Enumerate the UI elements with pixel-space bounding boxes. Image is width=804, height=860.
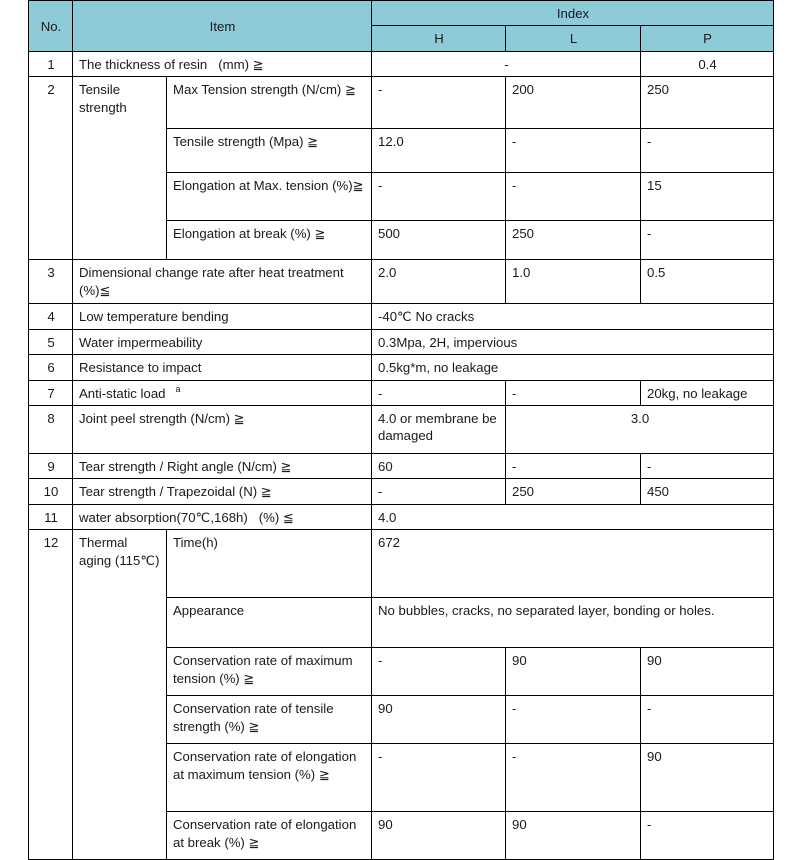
value-p: 0.4 [641, 51, 774, 76]
table-body [29, 51, 774, 859]
column-header-index: Index [372, 1, 774, 26]
value-p: - [641, 221, 774, 260]
row-item-label: The thickness of resin (mm) ≧ [73, 51, 372, 76]
value-p: 90 [641, 744, 774, 812]
value-h: 60 [372, 453, 506, 478]
row-subitem-label: Conservation rate of elongation at maximum tension (%) ≧ [167, 744, 372, 812]
row-number: 2 [29, 77, 73, 260]
value-h: - [372, 380, 506, 405]
value-p: 250 [641, 77, 774, 129]
column-header-item: Item [73, 1, 372, 52]
value-all-merged: 4.0 [372, 504, 774, 529]
value-h: - [372, 77, 506, 129]
value-h: 90 [372, 812, 506, 860]
value-p: 15 [641, 173, 774, 221]
table-row [29, 304, 774, 329]
table-row [29, 453, 774, 478]
row-item-label: Tear strength / Right angle (N/cm) ≧ [73, 453, 372, 478]
value-l: - [506, 380, 641, 405]
value-p: - [641, 696, 774, 744]
value-all-merged: 0.5kg*m, no leakage [372, 355, 774, 380]
column-header-h: H [372, 26, 506, 51]
table-row [29, 479, 774, 504]
value-all-merged: -40℃ No cracks [372, 304, 774, 329]
value-h: 12.0 [372, 129, 506, 173]
value-l: 250 [506, 221, 641, 260]
row-subitem-label: Tensile strength (Mpa) ≧ [167, 129, 372, 173]
row-subitem-label: Time(h) [167, 530, 372, 598]
value-p: - [641, 812, 774, 860]
row-item-label: Water impermeability [73, 329, 372, 354]
row-number: 9 [29, 453, 73, 478]
value-h: - [372, 479, 506, 504]
value-h: - [372, 648, 506, 696]
row-subitem-label: Max Tension strength (N/cm) ≧ [167, 77, 372, 129]
value-l: 90 [506, 648, 641, 696]
specification-table-container [28, 0, 773, 860]
value-l-p-merged: 3.0 [506, 405, 774, 453]
row-subitem-label: Conservation rate of elongation at break (%) ≧ [167, 812, 372, 860]
table-row [29, 530, 774, 598]
value-l: - [506, 696, 641, 744]
value-p: 450 [641, 479, 774, 504]
column-header-p: P [641, 26, 774, 51]
value-l: - [506, 453, 641, 478]
value-l: - [506, 173, 641, 221]
row-item-label [73, 380, 372, 405]
row-subitem-label: Conservation rate of tensile strength (%) ≧ [167, 696, 372, 744]
table-row [29, 504, 774, 529]
table-row [29, 380, 774, 405]
row-number: 7 [29, 380, 73, 405]
table-row [29, 405, 774, 453]
row-item-group-label: Tensile strength [73, 77, 167, 260]
value-all-merged: No bubbles, cracks, no separated layer, bonding or holes. [372, 598, 774, 648]
row-number: 12 [29, 530, 73, 860]
row-number: 8 [29, 405, 73, 453]
value-p: 90 [641, 648, 774, 696]
row-item-label: Tear strength / Trapezoidal (N) ≧ [73, 479, 372, 504]
value-all-merged: 0.3Mpa, 2H, impervious [372, 329, 774, 354]
table-row [29, 355, 774, 380]
value-l: 250 [506, 479, 641, 504]
footnote-marker: a [175, 384, 181, 395]
table-row [29, 77, 774, 129]
row-item-group-label: Thermal aging (115℃) [73, 530, 167, 860]
table-row [29, 51, 774, 76]
table-row [29, 329, 774, 354]
value-l: 200 [506, 77, 641, 129]
row-subitem-label: Appearance [167, 598, 372, 648]
row-number: 4 [29, 304, 73, 329]
column-header-no: No. [29, 1, 73, 52]
column-header-l: L [506, 26, 641, 51]
table-row [29, 260, 774, 304]
value-p: - [641, 129, 774, 173]
row-number: 6 [29, 355, 73, 380]
value-l: 1.0 [506, 260, 641, 304]
value-h: - [372, 744, 506, 812]
row-number: 11 [29, 504, 73, 529]
row-item-label: Resistance to impact [73, 355, 372, 380]
row-number: 3 [29, 260, 73, 304]
value-l: 90 [506, 812, 641, 860]
row-subitem-label: Conservation rate of maximum tension (%) ≧ [167, 648, 372, 696]
row-item-label: Low temperature bending [73, 304, 372, 329]
value-p: 20kg, no leakage [641, 380, 774, 405]
row-number: 10 [29, 479, 73, 504]
table-header [29, 1, 774, 52]
value-l: - [506, 744, 641, 812]
value-p: 0.5 [641, 260, 774, 304]
header-row-primary [29, 1, 774, 26]
value-h: 90 [372, 696, 506, 744]
row-number: 5 [29, 329, 73, 354]
row-item-label: water absorption(70℃,168h) (%) ≦ [73, 504, 372, 529]
row-item-label: Joint peel strength (N/cm) ≧ [73, 405, 372, 453]
value-h: 500 [372, 221, 506, 260]
value-h-l-merged: - [372, 51, 641, 76]
row-item-text: Anti-static load [79, 385, 166, 401]
value-h: - [372, 173, 506, 221]
value-h: 2.0 [372, 260, 506, 304]
row-subitem-label: Elongation at break (%) ≧ [167, 221, 372, 260]
value-h: 4.0 or membrane be damaged [372, 405, 506, 453]
specification-table [28, 0, 774, 860]
value-l: - [506, 129, 641, 173]
row-subitem-label: Elongation at Max. tension (%)≧ [167, 173, 372, 221]
value-p: - [641, 453, 774, 478]
value-h: 672 [372, 530, 774, 598]
row-number: 1 [29, 51, 73, 76]
row-item-label: Dimensional change rate after heat treatment (%)≦ [73, 260, 372, 304]
